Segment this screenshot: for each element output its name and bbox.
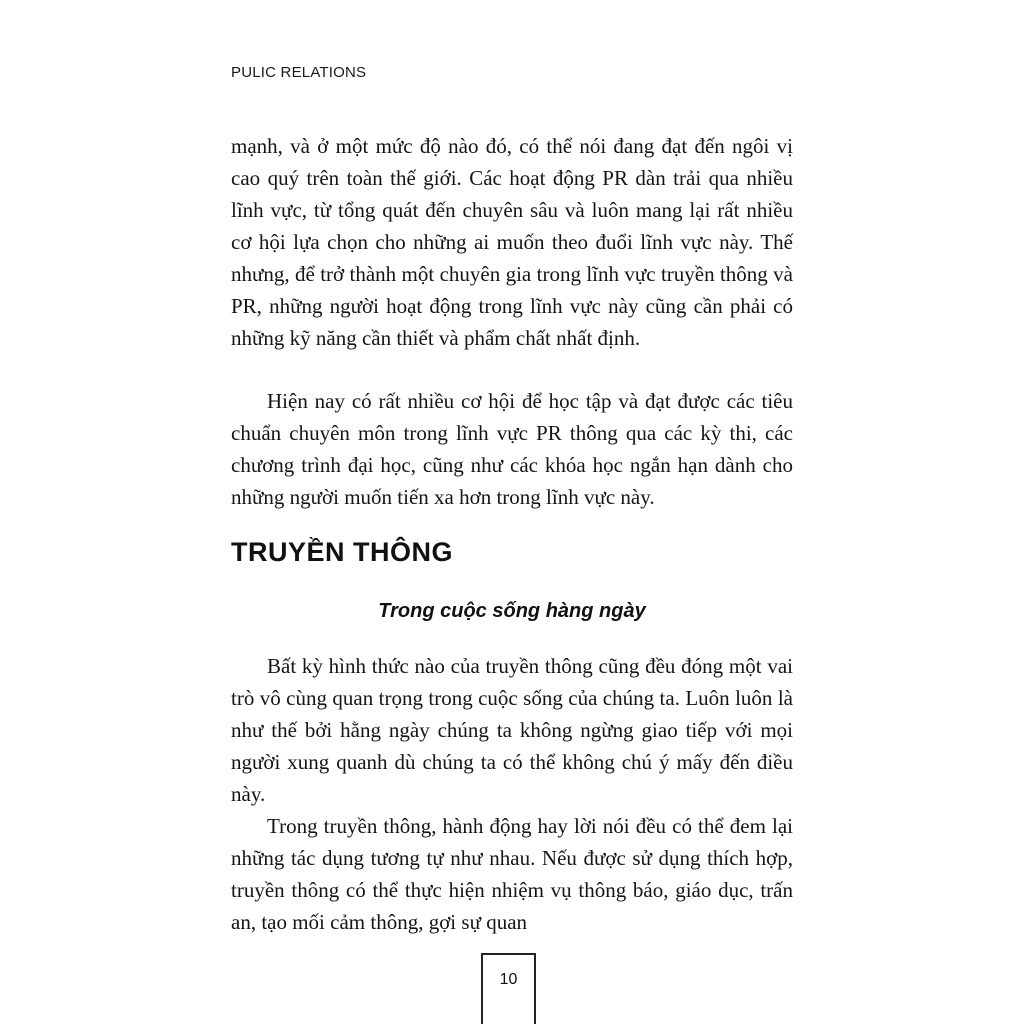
section-heading: TRUYỀN THÔNG	[231, 537, 453, 567]
paragraph-3: Bất kỳ hình thức nào của truyền thông cũng đều đóng một vai trò vô cùng quan trọng trong cuộc sống của chúng ta. Luôn luôn là như thế bởi hằng ngày chúng ta không ngừng giao tiếp với mọi người xung quanh dù chúng ta có thể không chú ý mấy đến điều này.	[231, 654, 793, 806]
sub-heading: Trong cuộc sống hàng ngày	[378, 600, 646, 622]
page-number: 10	[499, 971, 518, 988]
page-number-box	[481, 953, 536, 1024]
paragraph-1: mạnh, và ở một mức độ nào đó, có thể nói đang đạt đến ngôi vị cao quý trên toàn thế giới. Các hoạt động PR dàn trải qua nhiều lĩnh vực, từ tổng quát đến chuyên sâu và luôn mang lại rất nhiều cơ hội lựa chọn cho những ai muốn theo đuổi lĩnh vực này. Thế nhưng, để trở thành một chuyên gia trong lĩnh vực truyền thông và PR, những người hoạt động trong lĩnh vực này cũng cần phải có những kỹ năng cần thiết và phẩm chất nhất định.	[231, 134, 793, 350]
running-head: PULIC RELATIONS	[231, 64, 367, 81]
paragraph-4: Trong truyền thông, hành động hay lời nói đều có thể đem lại những tác dụng tương tự như nhau. Nếu được sử dụng thích hợp, truyền thông có thể thực hiện nhiệm vụ thông báo, giáo dục, trấn an, tạo mối cảm thông, gợi sự quan	[231, 814, 793, 934]
paragraph-2: Hiện nay có rất nhiều cơ hội để học tập và đạt được các tiêu chuẩn chuyên môn trong lĩnh vực PR thông qua các kỳ thi, các chương trình đại học, cũng như các khóa học ngắn hạn dành cho những người muốn tiến xa hơn trong lĩnh vực này.	[231, 389, 793, 509]
